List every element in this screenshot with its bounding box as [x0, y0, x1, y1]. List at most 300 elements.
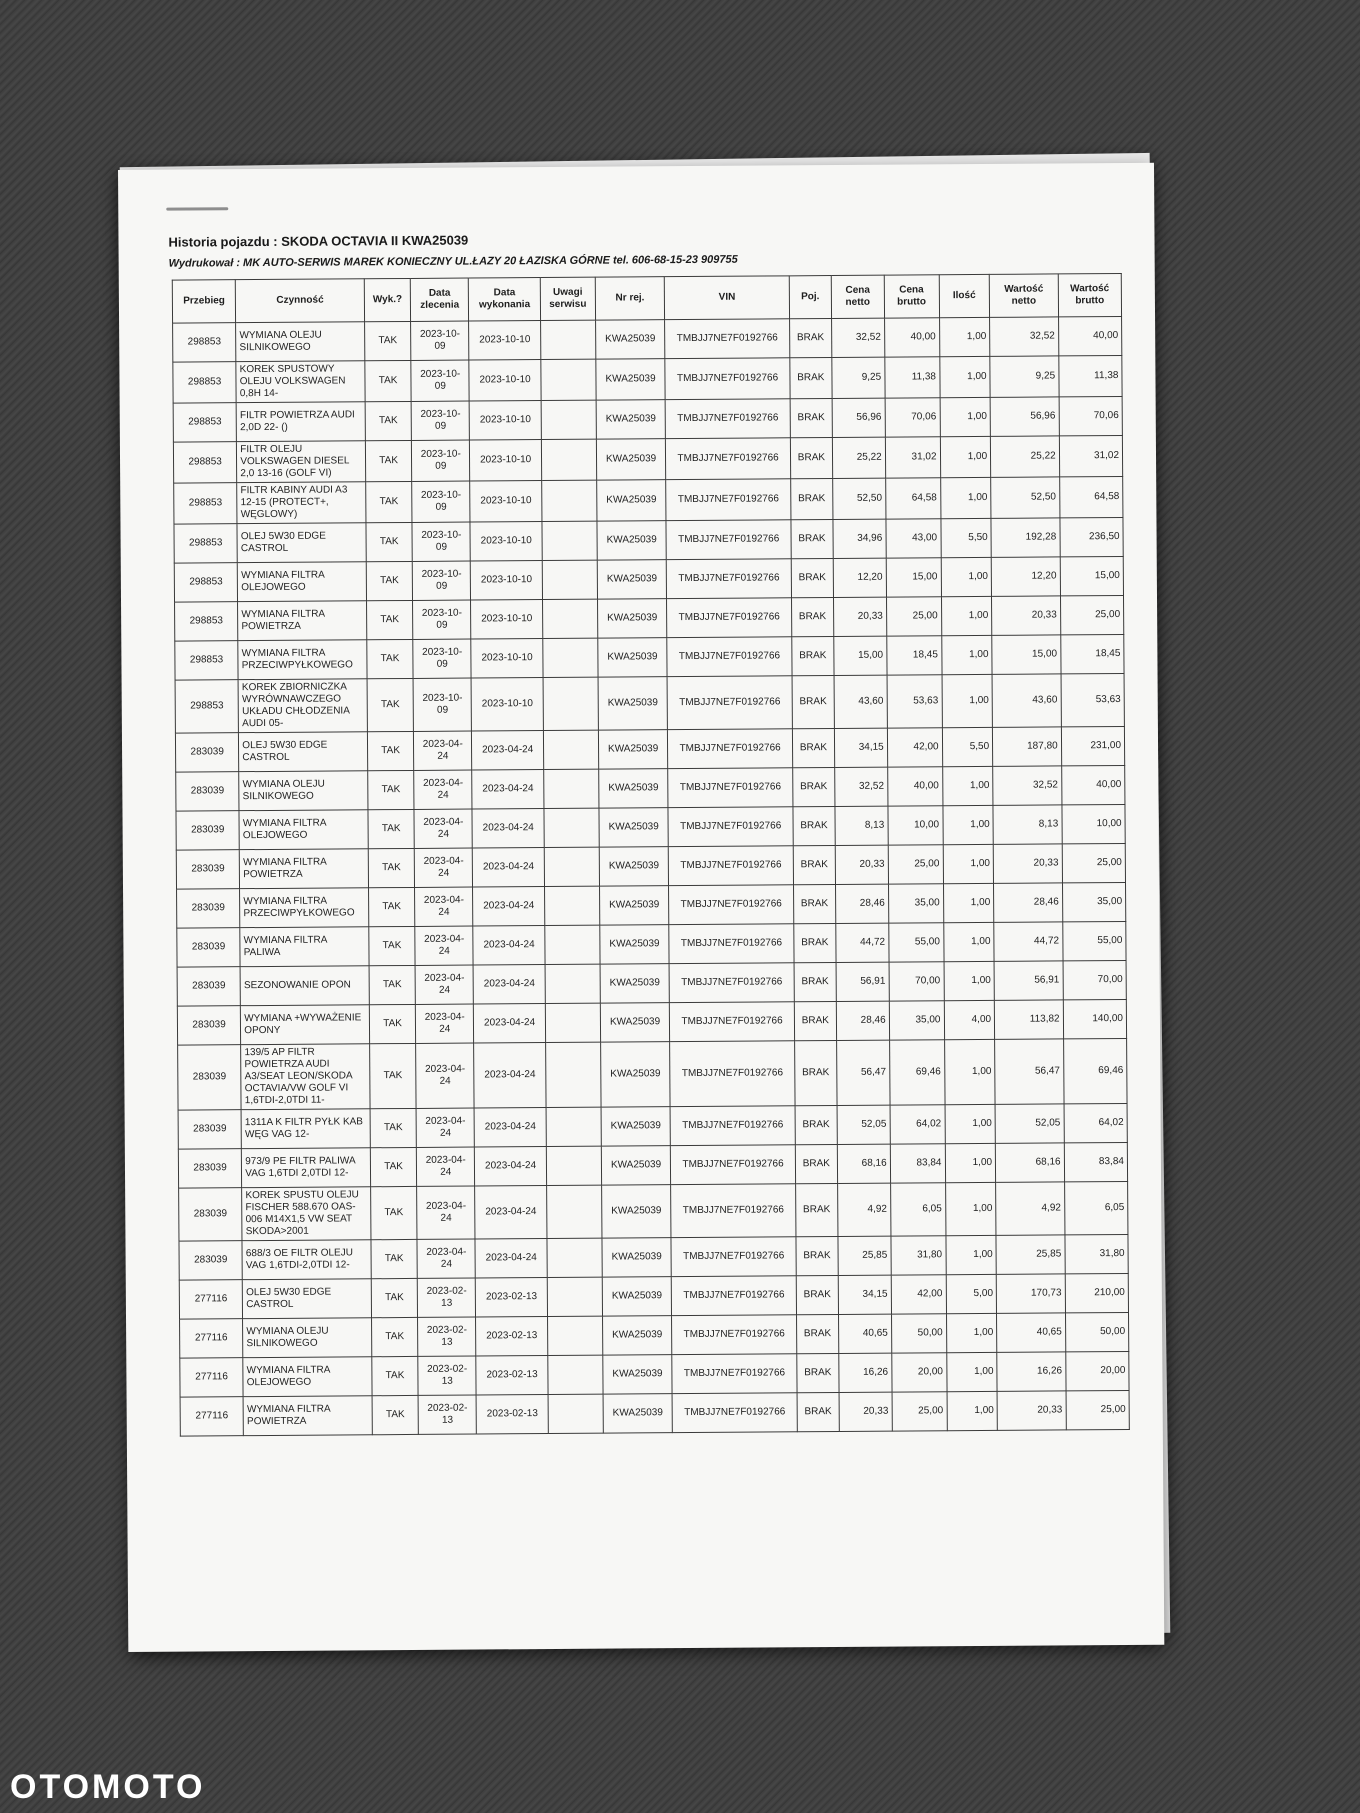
table-row	[176, 804, 1125, 850]
table-cell: 1,00	[944, 961, 995, 1000]
table-cell: BRAK	[795, 1145, 837, 1184]
table-cell: 68,16	[995, 1143, 1064, 1182]
table-cell: 139/5 AP FILTR POWIETRZA AUDI A3/SEAT LEON/SKODA OCTAVIA/VW GOLF VI 1,6TDI-2,0TDI 11-	[241, 1044, 370, 1110]
table-cell: TAK	[370, 1043, 417, 1108]
table-cell: 2023-02-13	[418, 1395, 476, 1434]
table-cell: 2023-10-09	[412, 522, 470, 561]
table-cell: KWA25039	[598, 730, 668, 769]
table-cell: 2023-10-09	[413, 678, 471, 731]
table-cell: 2023-04-24	[415, 848, 473, 887]
table-cell: TMBJJ7NE7F0192766	[667, 637, 792, 677]
table-cell: TMBJJ7NE7F0192766	[667, 559, 792, 599]
table-cell: TAK	[364, 321, 411, 360]
table-cell: 56,96	[990, 397, 1059, 436]
table-cell: KOREK ZBIORNICZKA WYRÓWNAWCZEGO UKŁADU CHŁODZENIA AUDI 05-	[238, 679, 367, 733]
table-cell	[544, 847, 599, 886]
table-cell: KWA25039	[597, 599, 667, 638]
table-cell: 2023-02-13	[476, 1395, 548, 1434]
table-cell: 42,00	[887, 728, 942, 767]
document-title: Historia pojazdu : SKODA OCTAVIA II KWA25039	[168, 232, 469, 250]
column-header: Przebieg	[172, 280, 236, 323]
table-cell: 20,33	[839, 1392, 892, 1431]
table-cell: 4,92	[996, 1182, 1065, 1235]
table-cell	[545, 1003, 600, 1042]
table-cell: 1,00	[945, 1182, 996, 1235]
table-cell: BRAK	[796, 1314, 838, 1353]
table-cell: 283039	[178, 1110, 242, 1149]
table-cell: KWA25039	[601, 1107, 671, 1146]
table-cell: 43,00	[886, 519, 941, 558]
table-cell: 53,63	[1061, 673, 1125, 726]
table-cell: 2023-04-24	[414, 809, 472, 848]
table-cell: TAK	[370, 1108, 417, 1147]
table-cell: 1,00	[941, 596, 992, 635]
table-cell: 20,33	[833, 597, 886, 636]
table-cell: BRAK	[797, 1392, 839, 1431]
table-cell: 28,46	[835, 884, 888, 923]
table-cell: 20,00	[891, 1353, 946, 1392]
table-cell: 298853	[175, 641, 239, 680]
table-row	[179, 1234, 1128, 1280]
table-cell: WYMIANA +WYWAŻENIE OPONY	[241, 1005, 370, 1045]
table-cell: 2023-10-10	[471, 678, 543, 731]
table-cell: 64,58	[1059, 476, 1123, 517]
table-cell: 20,33	[992, 596, 1061, 635]
table-cell: 1,00	[942, 766, 993, 805]
table-cell: 2023-04-24	[473, 926, 545, 965]
table-cell: TAK	[367, 731, 414, 770]
table-cell: 231,00	[1061, 726, 1125, 765]
table-cell: 12,20	[833, 558, 886, 597]
table-cell: 298853	[173, 403, 237, 442]
table-cell: TMBJJ7NE7F0192766	[666, 438, 791, 480]
table-cell: 298853	[175, 602, 239, 641]
table-cell: 298853	[174, 563, 238, 602]
table-cell: 2023-04-24	[417, 1239, 475, 1278]
table-cell: KWA25039	[597, 521, 667, 560]
column-header: Data zlecenia	[411, 278, 469, 321]
table-cell: BRAK	[791, 559, 833, 598]
table-cell: 70,00	[1063, 960, 1127, 999]
table-cell: 277116	[180, 1397, 244, 1436]
table-cell: 283039	[176, 772, 240, 811]
table-cell: 298853	[173, 323, 237, 362]
table-cell: BRAK	[792, 729, 834, 768]
otomoto-watermark: OTOMOTO	[10, 1768, 206, 1806]
table-cell	[541, 439, 596, 480]
table-cell	[546, 1042, 601, 1107]
table-cell: 2023-04-24	[475, 1147, 547, 1186]
table-cell: 2023-04-24	[472, 731, 544, 770]
table-cell: KOREK SPUSTU OLEJU FISCHER 588.670 OAS-006 M14X1,5 VW SEAT SKODA>2001	[242, 1187, 371, 1241]
table-cell: TMBJJ7NE7F0192766	[668, 729, 793, 769]
table-cell: 2023-10-10	[471, 639, 543, 678]
table-cell: 1,00	[946, 1352, 997, 1391]
table-cell: 55,00	[1062, 921, 1126, 960]
table-cell: 2023-04-24	[475, 1239, 547, 1278]
table-cell: 2023-10-09	[413, 561, 471, 600]
table-cell: 55,00	[888, 923, 943, 962]
table-cell: KOREK SPUSTOWY OLEJU VOLKSWAGEN 0,8H 14-	[236, 361, 365, 403]
table-cell: 32,52	[993, 766, 1062, 805]
table-cell	[545, 964, 600, 1003]
table-cell: 1,00	[947, 1391, 998, 1430]
table-cell: 31,80	[891, 1236, 946, 1275]
table-cell: 40,00	[884, 318, 939, 357]
table-cell: 2023-04-24	[416, 1004, 474, 1043]
table-cell: TAK	[368, 848, 415, 887]
table-cell: 2023-10-10	[469, 401, 541, 440]
table-cell: TAK	[371, 1278, 418, 1317]
table-cell	[542, 560, 597, 599]
table-cell: 15,00	[992, 635, 1061, 674]
table-cell: TAK	[369, 965, 416, 1004]
table-cell	[541, 359, 596, 400]
table-cell: 283039	[176, 850, 240, 889]
table-cell: 2023-02-13	[476, 1356, 548, 1395]
table-row	[177, 882, 1126, 928]
table-cell: 1,00	[945, 1235, 996, 1274]
table-cell: 2023-04-24	[473, 965, 545, 1004]
table-cell: KWA25039	[596, 400, 666, 439]
table-cell: 2023-10-10	[471, 561, 543, 600]
document-sheet	[118, 163, 1164, 1652]
table-cell: 2023-10-09	[411, 321, 469, 360]
table-cell: TAK	[368, 770, 415, 809]
table-cell: 64,02	[890, 1105, 945, 1144]
table-cell	[545, 925, 600, 964]
table-row	[180, 1312, 1129, 1358]
table-cell: 64,02	[1064, 1103, 1128, 1142]
table-cell: 1,00	[940, 397, 991, 436]
column-header: Cena netto	[831, 275, 884, 318]
table-cell: TMBJJ7NE7F0192766	[672, 1315, 797, 1355]
table-cell: 2023-02-13	[418, 1317, 476, 1356]
table-cell: 40,00	[1061, 765, 1125, 804]
table-cell: 8,13	[835, 806, 888, 845]
table-cell: 283039	[179, 1241, 243, 1280]
table-row	[175, 726, 1124, 772]
table-cell: BRAK	[792, 768, 834, 807]
table-cell: KWA25039	[602, 1277, 672, 1316]
table-cell: TMBJJ7NE7F0192766	[672, 1354, 797, 1394]
table-cell: KWA25039	[595, 320, 665, 359]
table-cell: 2023-04-24	[473, 887, 545, 926]
table-cell: 283039	[177, 967, 241, 1006]
table-cell: KWA25039	[596, 359, 666, 400]
table-cell	[544, 808, 599, 847]
table-cell: WYMIANA OLEJU SILNIKOWEGO	[239, 771, 368, 811]
table-cell: 2023-10-09	[413, 600, 471, 639]
table-cell: BRAK	[789, 319, 831, 358]
table-cell: 1,00	[941, 557, 992, 596]
table-cell: 2023-10-10	[470, 440, 542, 481]
table-cell: 25,85	[838, 1236, 891, 1275]
table-cell	[547, 1185, 602, 1238]
table-cell: 43,60	[992, 674, 1061, 727]
table-cell: 70,06	[885, 398, 940, 437]
table-cell: TMBJJ7NE7F0192766	[672, 1276, 797, 1316]
table-cell: 283039	[177, 1006, 241, 1045]
table-row	[175, 595, 1124, 641]
table-cell: 1,00	[941, 635, 992, 674]
table-cell: 2023-10-10	[471, 600, 543, 639]
table-cell: 40,65	[838, 1314, 891, 1353]
table-cell: TMBJJ7NE7F0192766	[671, 1184, 796, 1238]
column-header: Poj.	[789, 276, 831, 319]
table-row	[175, 673, 1124, 733]
table-cell: 83,84	[890, 1144, 945, 1183]
table-cell: 210,00	[1065, 1273, 1129, 1312]
table-cell	[546, 1107, 601, 1146]
table-row	[177, 999, 1126, 1045]
table-cell: KWA25039	[596, 480, 666, 521]
table-cell: TMBJJ7NE7F0192766	[671, 1237, 796, 1277]
table-cell: 283039	[178, 1045, 242, 1110]
table-row	[173, 355, 1122, 403]
column-header: Ilość	[939, 274, 990, 317]
table-cell: KWA25039	[597, 560, 667, 599]
table-cell	[543, 730, 598, 769]
table-cell: 2023-02-13	[476, 1317, 548, 1356]
table-row	[180, 1351, 1129, 1397]
table-cell: KWA25039	[599, 808, 669, 847]
table-cell: TMBJJ7NE7F0192766	[668, 807, 793, 847]
table-cell: BRAK	[797, 1353, 839, 1392]
table-row	[176, 843, 1125, 889]
table-cell: BRAK	[790, 399, 832, 438]
table-cell: 2023-04-24	[415, 965, 473, 1004]
table-cell: 973/9 PE FILTR PALIWA VAG 1,6TDI 2,0TDI 12-	[242, 1148, 371, 1188]
table-cell: OLEJ 5W30 EDGE CASTROL	[243, 1279, 372, 1319]
table-cell: TMBJJ7NE7F0192766	[666, 520, 791, 560]
table-cell: 44,72	[836, 923, 889, 962]
table-cell: 9,25	[832, 357, 885, 398]
table-cell: TMBJJ7NE7F0192766	[670, 1002, 795, 1042]
table-cell: 35,00	[888, 884, 943, 923]
table-cell: 298853	[174, 483, 238, 524]
table-cell: SEZONOWANIE OPON	[240, 966, 369, 1006]
table-cell: 32,52	[832, 318, 885, 357]
table-cell: 2023-04-24	[472, 809, 544, 848]
table-cell: 2023-04-24	[415, 926, 473, 965]
table-cell	[548, 1355, 603, 1394]
table-cell: TAK	[366, 600, 413, 639]
table-cell: 43,60	[834, 675, 887, 728]
table-header-row	[172, 273, 1121, 323]
table-cell: 277116	[180, 1319, 244, 1358]
table-cell: 283039	[176, 811, 240, 850]
table-cell: KWA25039	[600, 1042, 670, 1107]
table-row	[178, 1103, 1127, 1149]
table-cell: 2023-10-10	[470, 522, 542, 561]
table-cell: 298853	[173, 442, 237, 483]
table-cell: WYMIANA FILTRA OLEJOWEGO	[239, 810, 368, 850]
table-cell: 1,00	[942, 674, 993, 727]
table-cell: 2023-10-09	[412, 440, 470, 481]
table-cell: WYMIANA FILTRA PALIWA	[240, 927, 369, 967]
table-cell: 9,25	[990, 356, 1059, 397]
table-cell	[546, 1146, 601, 1185]
table-cell: TMBJJ7NE7F0192766	[665, 399, 790, 439]
table-cell: 283039	[177, 928, 241, 967]
table-cell: 298853	[174, 524, 238, 563]
table-cell: BRAK	[794, 1041, 837, 1106]
table-cell: 15,00	[886, 558, 941, 597]
table-cell: 2023-04-24	[474, 1108, 546, 1147]
table-cell: TAK	[372, 1356, 419, 1395]
table-cell: BRAK	[795, 1106, 837, 1145]
table-cell: BRAK	[794, 924, 836, 963]
table-cell: BRAK	[790, 438, 832, 479]
table-cell: KWA25039	[603, 1394, 673, 1433]
table-cell: FILTR KABINY AUDI A3 12-15 (PROTECT+, WĘGLOWY)	[237, 482, 366, 524]
column-header: Czynność	[236, 279, 365, 323]
table-row	[173, 435, 1122, 483]
table-cell: KWA25039	[599, 886, 669, 925]
table-cell: OLEJ 5W30 EDGE CASTROL	[237, 523, 366, 563]
table-cell: 1311A K FILTR PYŁK KAB WĘG VAG 12-	[241, 1109, 370, 1149]
table-row	[178, 1038, 1127, 1110]
table-cell: 283039	[178, 1149, 242, 1188]
table-cell: TMBJJ7NE7F0192766	[665, 358, 790, 400]
table-cell: 2023-04-24	[416, 1043, 474, 1108]
table-cell: 69,46	[1063, 1038, 1127, 1103]
table-cell: KWA25039	[600, 925, 670, 964]
table-cell: 2023-04-24	[417, 1147, 475, 1186]
table-cell: 1,00	[939, 356, 990, 397]
printed-by-line: Wydrukował : MK AUTO-SERWIS MAREK KONIECZNY UL.ŁAZY 20 ŁAZISKA GÓRNE tel. 606-68-15-23 909755	[168, 253, 738, 270]
table-cell: 15,00	[1060, 556, 1124, 595]
table-cell: BRAK	[792, 676, 835, 729]
table-cell: 70,00	[889, 962, 944, 1001]
table-cell: 2023-04-24	[474, 1043, 546, 1108]
table-cell: WYMIANA FILTRA PRZECIWPYŁKOWEGO	[240, 888, 369, 928]
vehicle-history-table	[172, 273, 1130, 1437]
table-cell: 2023-10-09	[412, 481, 470, 522]
table-cell: 52,50	[991, 477, 1060, 518]
table-cell: 31,80	[1065, 1234, 1129, 1273]
table-cell	[542, 521, 597, 560]
table-cell: TAK	[367, 678, 414, 731]
table-cell: 40,00	[1058, 316, 1122, 355]
table-cell: TMBJJ7NE7F0192766	[669, 924, 794, 964]
table-cell: 34,96	[833, 519, 886, 558]
table-cell: TMBJJ7NE7F0192766	[667, 676, 792, 730]
table-cell: BRAK	[791, 598, 833, 637]
table-cell: 298853	[173, 362, 237, 403]
table-cell: 283039	[179, 1188, 243, 1241]
table-cell: 277116	[180, 1358, 244, 1397]
table-cell: 1,00	[944, 1039, 995, 1104]
table-cell: 28,46	[994, 883, 1063, 922]
table-row	[175, 634, 1124, 680]
table-cell: TAK	[372, 1395, 419, 1434]
table-cell: KWA25039	[602, 1238, 672, 1277]
table-cell: KWA25039	[603, 1355, 673, 1394]
table-cell: BRAK	[795, 1184, 838, 1237]
table-cell: BRAK	[794, 1002, 836, 1041]
table-cell: 2023-10-10	[470, 481, 542, 522]
table-cell: 1,00	[943, 844, 994, 883]
table-cell: 1,00	[940, 477, 991, 518]
table-cell: WYMIANA FILTRA OLEJOWEGO	[243, 1357, 372, 1397]
table-cell: 1,00	[942, 805, 993, 844]
table-cell: KWA25039	[602, 1316, 672, 1355]
table-cell: 68,16	[837, 1144, 890, 1183]
table-cell: 16,26	[997, 1352, 1066, 1391]
table-cell: TAK	[368, 887, 415, 926]
table-cell: WYMIANA FILTRA PRZECIWPYŁKOWEGO	[238, 640, 367, 680]
table-cell: 2023-02-13	[476, 1278, 548, 1317]
table-row	[174, 517, 1123, 563]
table-cell: 32,52	[990, 317, 1059, 356]
table-cell: 12,20	[991, 557, 1060, 596]
table-cell: KWA25039	[601, 1185, 671, 1238]
table-body	[173, 316, 1130, 1436]
table-cell: 32,52	[835, 767, 888, 806]
table-cell: 1,00	[946, 1313, 997, 1352]
table-cell: 50,00	[891, 1314, 946, 1353]
table-row	[178, 1142, 1127, 1188]
table-cell: TMBJJ7NE7F0192766	[671, 1145, 796, 1185]
table-cell: 16,26	[839, 1353, 892, 1392]
table-cell: 192,28	[991, 518, 1060, 557]
table-cell: WYMIANA OLEJU SILNIKOWEGO	[243, 1318, 372, 1358]
table-cell: TMBJJ7NE7F0192766	[668, 768, 793, 808]
table-cell: 20,33	[997, 1391, 1066, 1430]
table-cell: 5,50	[942, 727, 993, 766]
table-cell: TMBJJ7NE7F0192766	[665, 319, 790, 359]
table-cell: 31,02	[885, 437, 940, 478]
table-cell: 5,00	[946, 1274, 997, 1313]
table-cell: BRAK	[790, 358, 832, 399]
column-header: VIN	[665, 276, 790, 320]
table-cell: 236,50	[1060, 517, 1124, 556]
table-cell: 6,05	[890, 1183, 945, 1236]
column-header: Wartość brutto	[1058, 273, 1122, 316]
table-cell: TAK	[371, 1186, 418, 1239]
table-row	[174, 556, 1123, 602]
table-cell: KWA25039	[601, 1146, 671, 1185]
table-cell: 1,00	[945, 1104, 996, 1143]
table-cell: 44,72	[994, 922, 1063, 961]
table-cell: 1,00	[939, 317, 990, 356]
table-cell: 25,85	[996, 1235, 1065, 1274]
table-cell: TAK	[370, 1147, 417, 1186]
table-cell: OLEJ 5W30 EDGE CASTROL	[239, 732, 368, 772]
table-cell: 70,06	[1059, 396, 1123, 435]
table-cell: 2023-04-24	[472, 770, 544, 809]
table-cell: 2023-04-24	[475, 1186, 547, 1239]
table-cell: 31,02	[1059, 435, 1123, 476]
table-cell: 35,00	[1062, 882, 1126, 921]
column-header: Wyk.?	[364, 278, 411, 321]
table-row	[173, 316, 1122, 362]
table-cell: 52,05	[837, 1105, 890, 1144]
table-cell: 2023-04-24	[474, 1004, 546, 1043]
table-cell: TAK	[369, 1004, 416, 1043]
table-cell: FILTR POWIETRZA AUDI 2,0D 22- ()	[236, 402, 365, 442]
table-cell: 2023-04-24	[414, 731, 472, 770]
table-cell: 113,82	[994, 1000, 1063, 1039]
table-cell: TAK	[365, 360, 412, 401]
table-cell: 25,00	[1060, 595, 1124, 634]
table-cell: 25,22	[991, 436, 1060, 477]
table-cell	[547, 1238, 602, 1277]
table-row	[176, 765, 1125, 811]
table-cell: 688/3 OE FILTR OLEJU VAG 1,6TDI-2,0TDI 12-	[242, 1240, 371, 1280]
